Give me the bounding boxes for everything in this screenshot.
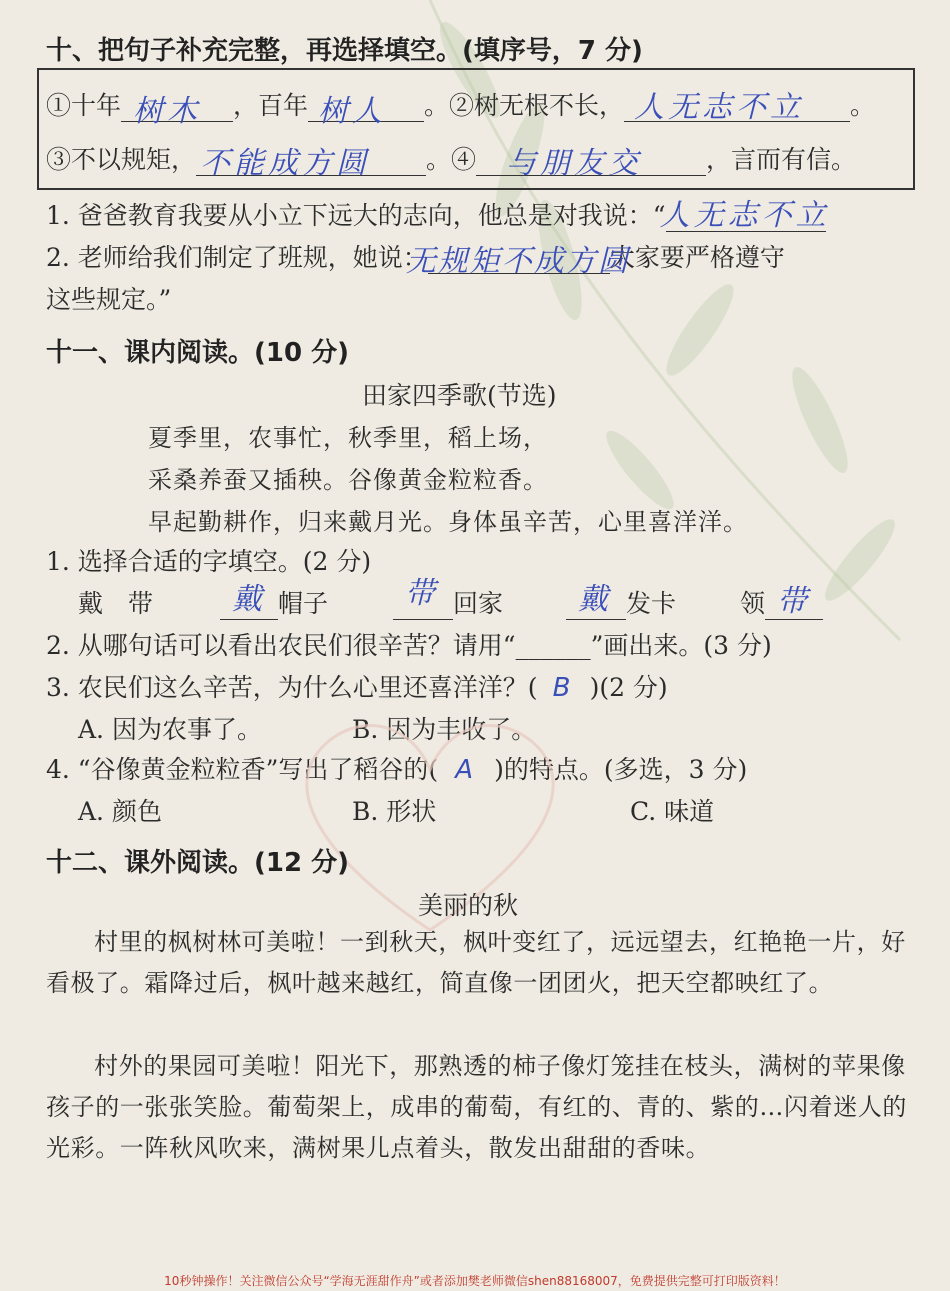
blank-5 [476, 146, 706, 181]
q1-pre: ①十年 [46, 91, 122, 120]
q11-3-option-b: B. 因为丰收了。 [352, 715, 537, 744]
q11-4-answer: A [455, 755, 478, 785]
blank-6 [659, 198, 830, 233]
answer-4: 不能成方圆 [200, 146, 371, 181]
fill-answer-4: 带 [777, 584, 812, 619]
fill-word-2: 回家 [453, 589, 504, 618]
fill-group-4 [740, 584, 823, 620]
q11-4-option-c: C. 味道 [630, 797, 715, 826]
answer-5: 与朋友交 [506, 146, 643, 181]
q11-4-option-b: B. 形状 [352, 797, 437, 826]
blank-2 [308, 94, 424, 129]
q11-1-chars: 戴 带 [78, 589, 154, 618]
answer-3: 人无志不立 [634, 90, 805, 125]
sentence-2-text: 2. 老师给我们制定了班规，她说： [46, 243, 428, 272]
story-paragraph-2: 村外的果园可美啦！阳光下，那熟透的柿子像灯笼挂在枝头，满树的苹果像孩子的一张张笑脸。葡萄架上，成串的葡萄，有红的、青的、紫的…闪着迷人的光彩。一阵秋风吹来，满树果儿点着头，散发出甜甜的香味。 [46, 1052, 907, 1162]
fill-answer-2: 带 [405, 576, 439, 611]
q11-4-score: )的特点。(多选，3 分) [494, 755, 748, 784]
fill-word-4: 领 [740, 589, 766, 618]
fill-answer-1: 戴 [232, 582, 266, 617]
sentence-1-text: 1. 爸爸教育我要从小立下远大的志向，他总是对我说：“ [46, 201, 666, 230]
q2-pre: ③不以规矩， [46, 145, 197, 174]
q11-2: 2. 从哪句话可以看出农民们很辛苦？请用“______”画出来。(3 分) [46, 631, 772, 660]
story-title: 美丽的秋 [418, 891, 519, 920]
q2-end: ，言而有信。 [706, 145, 857, 174]
fill-blank-4 [765, 584, 823, 620]
answer-6: 人无志不立 [659, 198, 830, 233]
sentence-2-line2: 这些规定。” [46, 285, 172, 314]
blank-1 [121, 94, 233, 129]
poem-title: 田家四季歌(节选) [362, 381, 557, 410]
fill-blank-1 [220, 582, 278, 620]
q11-3-answer: B [552, 673, 575, 703]
q11-1: 1. 选择合适的字填空。(2 分) [46, 547, 372, 576]
poem-line-2: 采桑养蚕又插秧。谷像黄金粒粒香。 [148, 466, 548, 494]
fill-group-2 [393, 576, 504, 620]
box-line-2 [46, 140, 857, 181]
fill-word-3: 发卡 [626, 589, 677, 618]
story-paragraph-1: 村里的枫树林可美啦！一到秋天，枫叶变红了，远远望去，红艳艳一片，好看极了。霜降过后，枫叶越来越红，简直像一团团火，把天空都映红了。 [46, 928, 906, 997]
fill-group-3 [566, 584, 676, 620]
q1-mid2: 。②树无根不长， [424, 91, 625, 120]
poem-line-1: 夏季里，农事忙，秋季里，稻上场， [148, 424, 548, 452]
footer-notice: 10秒钟操作！关注微信公众号“学海无涯甜作舟”或者添加樊老师微信shen88168007，免费提供完整可打印版资料！ [164, 1274, 786, 1288]
sentence-2 [46, 238, 785, 279]
section-12-title: 十二、课外阅读。(12 分) [46, 848, 349, 878]
box-line-1 [46, 86, 876, 129]
fill-blank-3 [566, 582, 626, 620]
fill-blank-2 [393, 576, 453, 620]
section-10-title: 十、把句子补充完整，再选择填空。(填序号，7 分) [46, 36, 643, 66]
answer-2: 树人 [318, 94, 387, 129]
q11-3-text: 3. 农民们这么辛苦，为什么心里还喜洋洋？( [46, 673, 538, 702]
fill-answer-3: 戴 [578, 582, 612, 617]
q1-end: 。 [850, 91, 876, 120]
q11-3-score: )(2 分) [589, 673, 668, 702]
answer-1: 树木 [133, 94, 202, 129]
q11-4-option-a: A. 颜色 [78, 797, 162, 826]
q11-4-text: 4. “谷像黄金粒粒香”写出了稻谷的( [46, 755, 439, 784]
fill-group-1 [220, 584, 328, 620]
q2-mid: 。④ [426, 145, 477, 174]
section-11-title: 十一、课内阅读。(10 分) [46, 338, 349, 368]
blank-7 [405, 244, 630, 279]
fill-word-1: 帽子 [278, 589, 329, 618]
blank-4 [196, 146, 426, 181]
q1-mid: ，百年 [233, 91, 309, 120]
sentence-1 [46, 196, 830, 233]
sentence-2-rest: 大家要严格遵守 [609, 243, 785, 272]
answer-7: 无规矩不成方圆 [405, 244, 630, 279]
blank-3 [624, 90, 850, 125]
q11-3-option-a: A. 因为农事了。 [78, 715, 262, 744]
poem-line-3: 早起勤耕作，归来戴月光。身体虽辛苦，心里喜洋洋。 [148, 508, 748, 536]
